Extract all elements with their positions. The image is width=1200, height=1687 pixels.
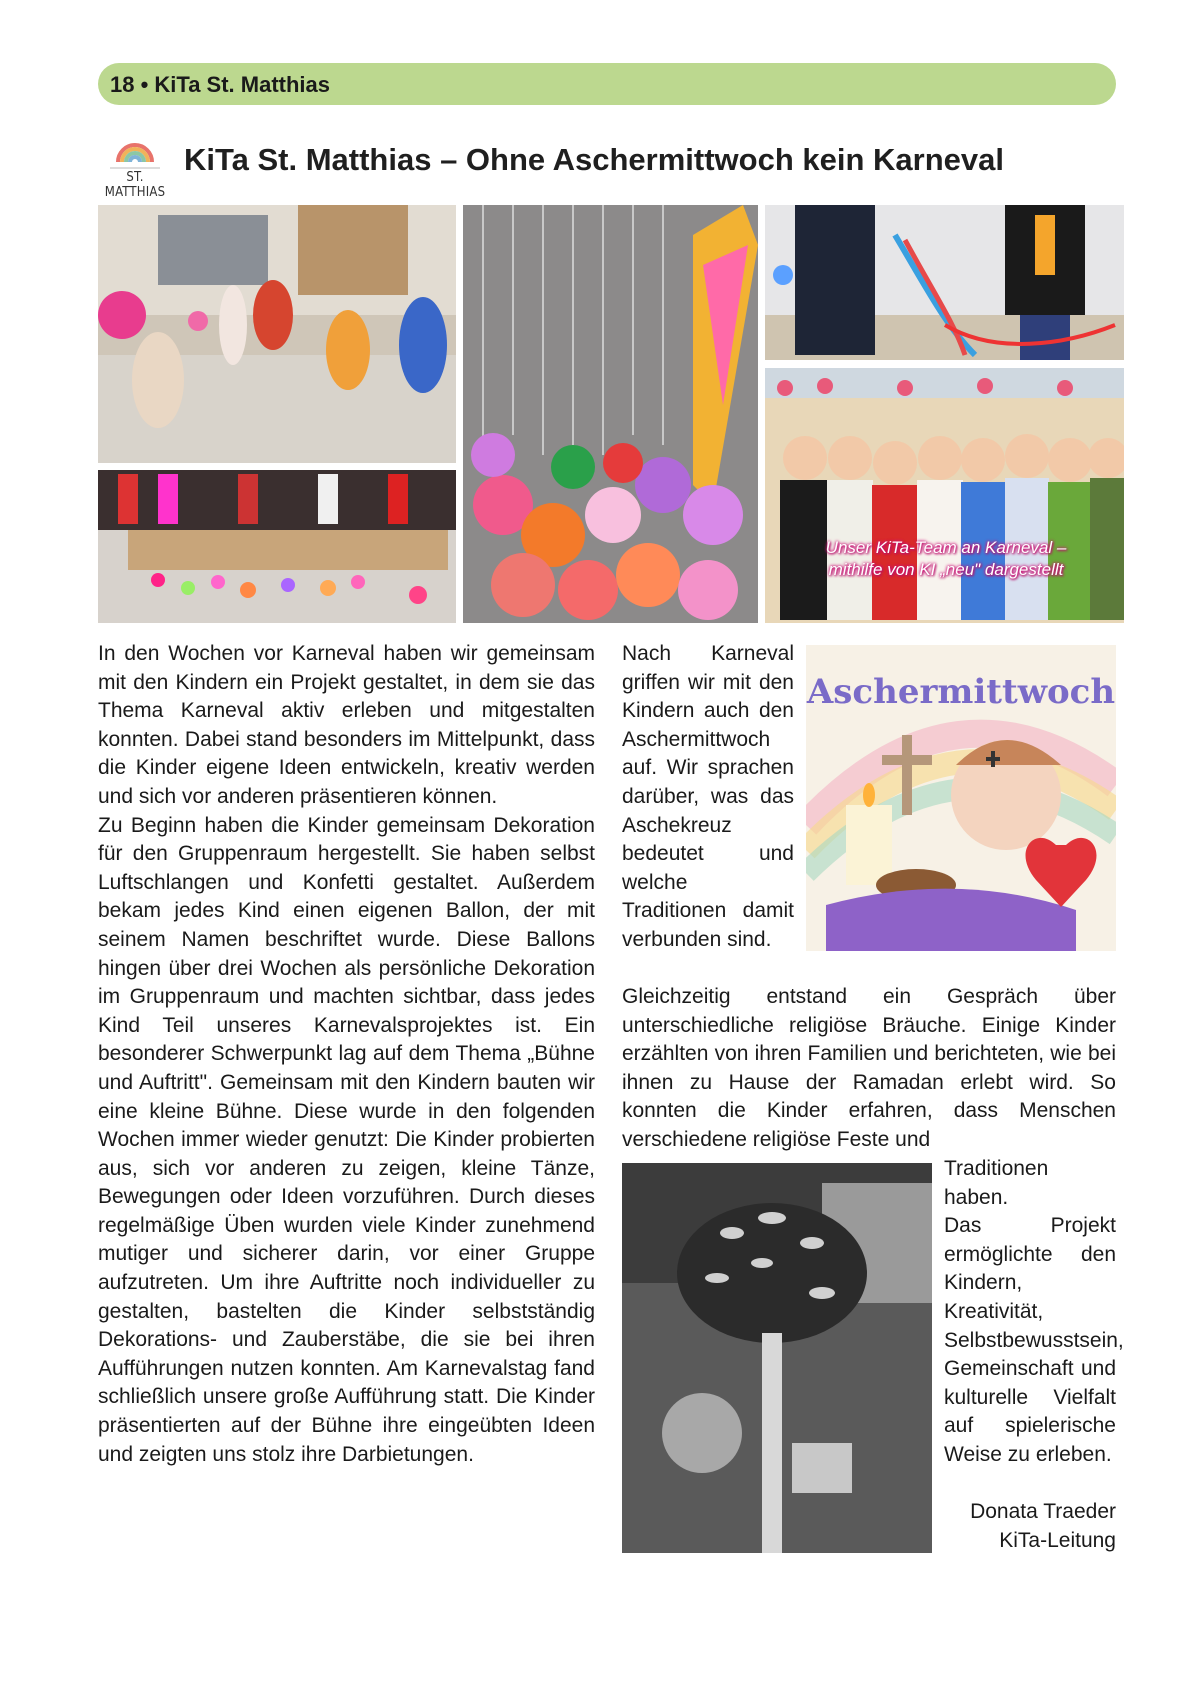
paragraph-decoration-stage: Zu Beginn haben die Kinder gemeinsam Dekoration für den Gruppenraum hergestellt. Sie haben selbst Luftschlangen und Konfetti gestaltet. Außerdem bekam jedes Kind einen eigenen Ballon, der mit seinem Namen beschriftet wurde. Diese Ballons hingen über drei Wochen als persönliche Dekoration im Gruppenraum und machten sichtbar, dass jedes Kind Teil unseres Karnevalsprojektes ist. Ein besonderer Schwerpunkt lag auf dem Thema „Bühne und Auftritt". Gemeinsam mit den Kindern bauten wir eine kleine Bühne. Diese wurde in den folgenden Wochen immer wieder genutzt: Die Kinder probierten aus, sich vor anderen zu zeigen, kleine Tänze, Bewegungen oder Ideen vorzuführen. Durch dieses regelmäßige Üben wurden viele Kinder zunehmend mutiger und sicherer darin, vor einer Gruppe aufzutreten. Um ihre Auftritte noch individueller zu gestalten, bastelten die Kinder selbstständig Dekorations- und Zauberstäbe, die sie bei ihren Aufführungen nutzen konnten. Am Karnevalstag fand schließlich unsere große Aufführung statt. Die Kinder präsentierten auf der Bühne ihre eingeübten Ideen und zeigten uns stolz ihre Darbietungen. (98, 813, 595, 1466)
paragraph-conclusion: Das Projekt ermöglichte den Kindern, Kreativität, Selbstbewusstsein, Gemeinschaft und kulturelle Vielfalt auf spielerische Weise zu erleben. (944, 1214, 1124, 1466)
photo-balloons-floor (98, 470, 456, 623)
photo-palm-bouquet (622, 1163, 932, 1553)
paragraph-aschermittwoch: Nach Karneval griffen wir mit den Kindern auch den Aschermittwoch auf. Wir sprachen darüber, was das Aschekreuz bedeutet und welche Traditionen damit verbunden sind. (622, 642, 794, 951)
caption-line-2: mithilfe von KI „neu" dargestellt (828, 560, 1064, 579)
caption-line-1: Unser KiTa-Team an Karneval – (825, 538, 1067, 557)
paragraph-religious-customs: Gleichzeitig entstand ein Gespräch über unterschiedliche religiöse Bräuche. Einige Kinder erzählten von ihren Familien und berichteten, wie bei ihnen zu Hause der Ramadan erlebt wird. So konnten die Kinder erfahren, dass Menschen verschiedene religiöse Feste und (622, 985, 1116, 1151)
article-column-left (98, 640, 595, 1469)
article-column-right-bottom (944, 1155, 1124, 1470)
photo-tinsel-balloons (463, 205, 758, 623)
article-column-right-top (622, 640, 794, 955)
photo-adults-streamers (765, 205, 1124, 360)
article-column-right-middle (622, 983, 1116, 1155)
team-image-caption (796, 537, 1096, 581)
illustration-aschermittwoch (806, 645, 1116, 951)
signature-name: Donata Traeder (970, 1500, 1116, 1523)
article-title: KiTa St. Matthias – Ohne Aschermittwoch kein Karneval (184, 142, 1004, 177)
signature-role: KiTa-Leitung (999, 1529, 1116, 1552)
paragraph-intro: In den Wochen vor Karneval haben wir gemeinsam mit den Kindern ein Projekt gestaltet, in dem sie das Thema Karneval aktiv erleben und mitgestalten konnten. Dabei stand besonders im Mittelpunkt, dass die Kinder eigene Ideen entwickeln, kreativ werden und sich vor anderen präsentieren können. (98, 642, 595, 808)
illustration-title: Aschermittwoch (806, 672, 1116, 712)
logo-wordmark: ST. MATTHIAS (104, 170, 166, 200)
page-number-and-section: 18 • KiTa St. Matthias (110, 72, 331, 97)
paragraph-traditions: Traditionen haben. (944, 1157, 1049, 1209)
page-header-bar (98, 63, 1116, 105)
photo-ai-team-illustration (765, 368, 1124, 623)
photo-children-dancing (98, 205, 456, 463)
